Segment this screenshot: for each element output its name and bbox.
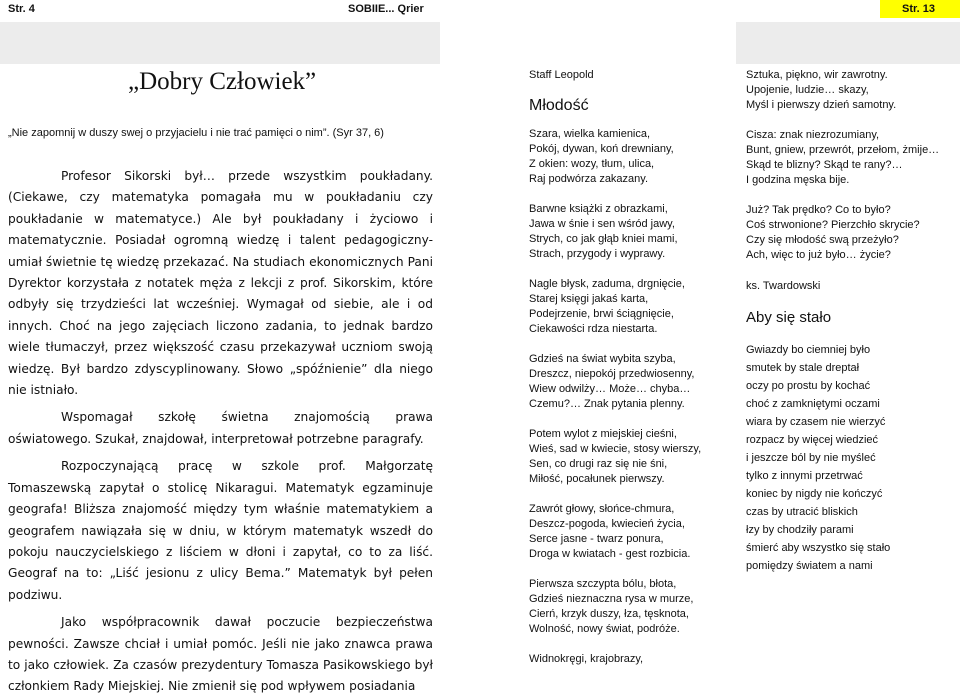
poem-line: Z okien: wozy, tłum, ulica, bbox=[529, 158, 655, 170]
newspaper-name: SOBIIE... Qrier bbox=[348, 3, 424, 15]
poem-line: Ciekawości rdza niestarta. bbox=[529, 323, 658, 335]
poem2-line: oczy po prostu by kochać bbox=[746, 380, 871, 392]
poem-line: Podejrzenie, brwi ściągnięcie, bbox=[529, 308, 674, 320]
poem2-line: i jeszcze ból by nie myśleć bbox=[746, 452, 876, 464]
poem2-lines bbox=[746, 341, 956, 575]
poem-line: Cierń, krzyk duszy, łza, tęsknota, bbox=[529, 608, 689, 620]
poem-line: Wiew odwilży… Może… chyba… bbox=[529, 383, 691, 395]
stanza bbox=[529, 277, 729, 337]
stanza bbox=[529, 127, 729, 187]
stanza bbox=[746, 203, 956, 263]
poem-line: Pierwsza szczypta bólu, błota, bbox=[529, 578, 677, 590]
poem2-line: czas by utracić bliskich bbox=[746, 506, 858, 518]
poem2-title: Aby się stało bbox=[746, 309, 832, 326]
poem-line: Strach, przygody i wyprawy. bbox=[529, 248, 666, 260]
poem-line: Coś strwonione? Pierzchło skrycie? bbox=[746, 219, 920, 231]
poem-line: Cisza: znak niezrozumiany, bbox=[746, 129, 880, 141]
poem-line: Sen, co drugi raz się nie śni, bbox=[529, 458, 668, 470]
poem-line: Raj podwórza zakazany. bbox=[529, 173, 649, 185]
poem-mlodosc bbox=[529, 68, 729, 667]
article-paragraph: Wspomagał szkołę świetna znajomością prawa oświatowego. Szukał, znajdował, interpretował potrzebne paragrafy. bbox=[8, 410, 433, 446]
poem-line: Skąd te blizny? Skąd te rany?… bbox=[746, 159, 903, 171]
poem2-line: tylko z innymi przetrwać bbox=[746, 470, 863, 482]
stanza bbox=[746, 68, 956, 113]
poem-line: Ach, więc to już było… życie? bbox=[746, 249, 891, 261]
poem2-line: śmierć aby wszystko się stało bbox=[746, 542, 891, 554]
poem2-line: wiara by czasem nie wierzyć bbox=[746, 416, 886, 428]
poem-line: Dreszcz, niepokój przedwiosenny, bbox=[529, 368, 695, 380]
poem-stanzas bbox=[529, 127, 729, 667]
stanza bbox=[529, 577, 729, 637]
poem-line: Sztuka, piękno, wir zawrotny. bbox=[746, 69, 888, 81]
poem-line: Gdzieś na świat wybita szyba, bbox=[529, 353, 676, 365]
page-header bbox=[0, 0, 960, 22]
poem2-line: łzy by chodziły parami bbox=[746, 524, 854, 536]
poem-line: Jawa w śnie i sen wśród jawy, bbox=[529, 218, 675, 230]
poem-line: I godzina męska bije. bbox=[746, 174, 850, 186]
poem-line: Zawrót głowy, słońce-chmura, bbox=[529, 503, 675, 515]
article-title: „Dobry Człowiek” bbox=[128, 68, 317, 95]
poem-line: Pokój, dywan, koń drewniany, bbox=[529, 143, 674, 155]
poem2-line: rozpacz by więcej wiedzieć bbox=[746, 434, 879, 446]
poem-line: Nagle błysk, zaduma, drgnięcie, bbox=[529, 278, 685, 290]
poem-line: Potem wylot z miejskiej cieśni, bbox=[529, 428, 677, 440]
poem-line: Bunt, gniew, przewrót, przełom, żmije… bbox=[746, 144, 940, 156]
stanza bbox=[529, 502, 729, 562]
stanza bbox=[529, 652, 729, 667]
poem2-line: smutek by stale dreptał bbox=[746, 362, 860, 374]
poem-line: Wolność, nowy świat, podróże. bbox=[529, 623, 680, 635]
poem-line: Upojenie, ludzie… skazy, bbox=[746, 84, 869, 96]
header-band-left bbox=[0, 18, 440, 64]
poem-line: Serce jasne - twarz ponura, bbox=[529, 533, 664, 545]
poem-line: Czemu?… Znak pytania plenny. bbox=[529, 398, 685, 410]
poem2-line: choć z zamkniętymi oczami bbox=[746, 398, 880, 410]
poem-line: Już? Tak prędko? Co to było? bbox=[746, 204, 891, 216]
poem2-line: pomiędzy światem a nami bbox=[746, 560, 873, 572]
poem-line: Myśl i pierwszy dzień samotny. bbox=[746, 99, 897, 111]
poem-line: Strych, co jak głąb kniei mami, bbox=[529, 233, 678, 245]
poem-author: Staff Leopold bbox=[529, 69, 594, 81]
article-body bbox=[8, 166, 433, 698]
poem-line: Miłość, pocałunek pierwszy. bbox=[529, 473, 665, 485]
stanza bbox=[746, 128, 956, 188]
right-column bbox=[746, 68, 956, 575]
poem-line: Deszcz-pogoda, kwiecień życia, bbox=[529, 518, 685, 530]
stanza bbox=[529, 202, 729, 262]
poem-line: Szara, wielka kamienica, bbox=[529, 128, 651, 140]
poem-line: Wieś, sad w kwiecie, stosy wierszy, bbox=[529, 443, 702, 455]
article-paragraph: Jako współpracownik dawał poczucie bezpieczeństwa pewności. Zawsze chciał i umiał pomóc. Jeśli nie jako znawca prawa to jako człowiek. Za czasów prezydentury Tomasza Pasikowskiego był członkiem Rady Miejskiej. Nie zmienił się pod wpływem posiadania bbox=[8, 615, 433, 694]
poem-line: Droga w kwiatach - gest rozbicia. bbox=[529, 548, 691, 560]
article-paragraph: Profesor Sikorski był… przede wszystkim poukładany. (Ciekawe, czy matematyka pomagała mu w poukładaniu czy poukładanie w matematyce.) Ale był poukładany i życiowo i matematycznie. Posiadał ogromną wiedzę i talent pedagogiczny-umiał świetnie tę wiedzę przekazać. Na studiach ekonomicznych Pani Dyrektor korzystała z notatek męża z lekcji z prof. Sikorskim, które odbyły się trzydzieści lat wcześniej. Wymagał od siebie, ale i od innych. Choć na jego zajęciach liczono zadania, to jednak bardzo wiele tłumaczył, przez większość czasu przekazywał uczniom swoją wiedzę. Był bardzo zdyscyplinowany. Słowo „spóźnienie” dla niego nie istniało. bbox=[8, 169, 433, 398]
poem2-author: ks. Twardowski bbox=[746, 280, 821, 292]
poem-line: Czy się młodość swą przeżyło? bbox=[746, 234, 899, 246]
poem-title: Młodość bbox=[529, 97, 589, 114]
poem-continuation bbox=[746, 68, 956, 263]
stanza bbox=[529, 352, 729, 412]
poem-line: Barwne książki z obrazkami, bbox=[529, 203, 668, 215]
article-paragraph: Rozpoczynającą pracę w szkole prof. Małgorzatę Tomaszewską zapytał o stolicę Nikaragui. Matematyk egzaminuje geografa! Bliższa znajomość między tym właśnie matematykiem a geografem nawiązała się w dniu, w którym matematyk wszedł do pokoju nauczycielskiego z liściem w dłoni i zapytał, co to za liść. Geograf na to: „Liść jesionu z ulicy Bema.” Matematyk był pełen podziwu. bbox=[8, 459, 433, 602]
page-number-left: Str. 4 bbox=[8, 3, 35, 15]
stanza bbox=[529, 427, 729, 487]
poem-line: Gdzieś nieznaczna rysa w murze, bbox=[529, 593, 694, 605]
poem2-line: Gwiazdy bo ciemniej było bbox=[746, 344, 871, 356]
header-band-right bbox=[736, 18, 960, 64]
poem-line: Starej księgi jakaś karta, bbox=[529, 293, 649, 305]
article-motto: „Nie zapomnij w duszy swej o przyjacielu i nie trać pamięci o nim”. (Syr 37, 6) bbox=[8, 127, 384, 139]
poem2-line: koniec by nigdy nie kończyć bbox=[746, 488, 883, 500]
poem-line: Widnokręgi, krajobrazy, bbox=[529, 653, 644, 665]
page-number-right: Str. 13 bbox=[902, 3, 936, 15]
page-number-right-box bbox=[880, 0, 960, 18]
